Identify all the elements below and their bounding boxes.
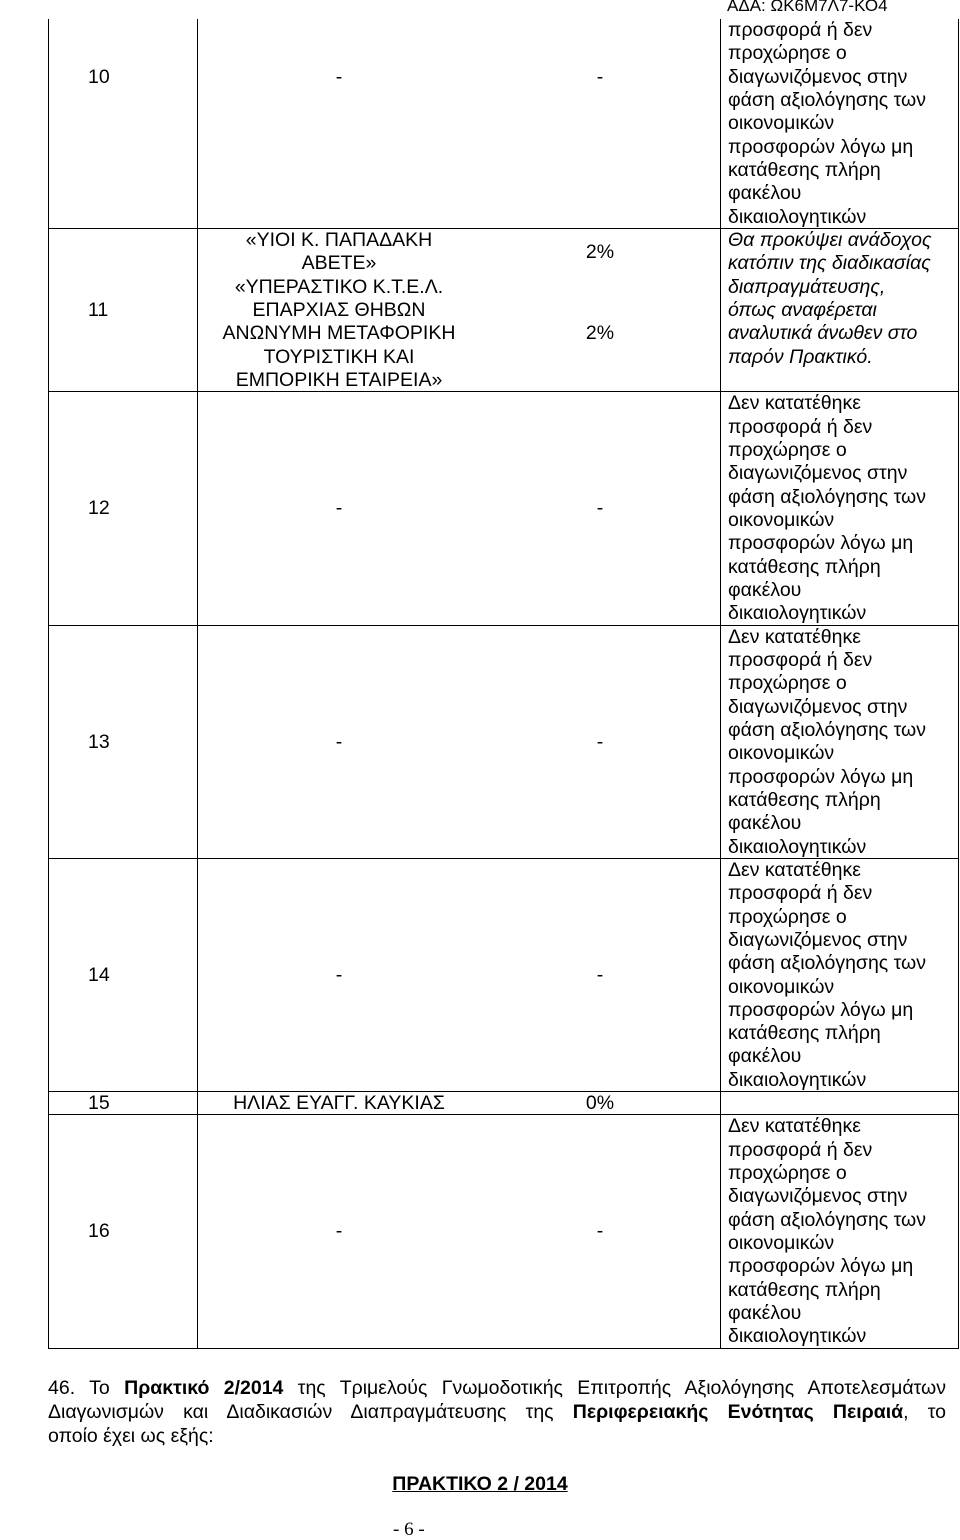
remarks-cell: [720, 1092, 958, 1115]
row-number: 16: [88, 1220, 110, 1243]
row-number: 15: [88, 1092, 110, 1115]
paragraph-bold-text: Πρακτικό 2/2014: [124, 1377, 284, 1399]
remarks-cell: Θα προκύψει ανάδοχος κατόπιν της διαδικασίας διαπραγμάτευσης, όπως αναφέρεται αναλυτικά άνωθεν στο παρόν Πρακτικό.: [720, 229, 958, 392]
remarks-cell: Δεν κατατέθηκε προσφορά ή δεν προχώρησε ο διαγωνιζόμενος στην φάση αξιολόγησης των οικονομικών προσφορών λόγω μη κατάθεσης πλήρη φακέλου δικαιολογητικών: [720, 626, 958, 859]
bidder-name-cell: -: [197, 19, 480, 229]
bidder-name-cell: -: [197, 859, 480, 1092]
section-title: ΠΡΑΚΤΙΚΟ 2 / 2014: [392, 1473, 568, 1495]
remarks-cell: προσφορά ή δεν προχώρησε ο διαγωνιζόμενος στην φάση αξιολόγησης των οικονομικών προσφορών λόγω μη κατάθεσης πλήρη φακέλου δικαιολογητικών: [720, 19, 958, 229]
row-number: 12: [88, 497, 110, 520]
table-row: [49, 859, 958, 1092]
paragraph-46: [48, 1376, 946, 1448]
paragraph-text: , το: [903, 1401, 946, 1423]
bidder-name-cell: -: [197, 626, 480, 859]
table-row: [49, 229, 958, 392]
table-row: [49, 1115, 958, 1348]
bidder-name-cell: ΗΛΙΑΣ ΕΥΑΓΓ. ΚΑΥΚΙΑΣ: [197, 1092, 480, 1115]
bidder-name: «ΥΠΕΡΑΣΤΙΚΟ Κ.Τ.Ε.Λ. ΕΠΑΡΧΙΑΣ ΘΗΒΩΝ ΑΝΩΝΥΜΗ ΜΕΤΑΦΟΡΙΚΗ ΤΟΥΡΙΣΤΙΚΗ ΚΑΙ ΕΜΠΟΡΙΚΗ ΕΤΑΙΡΕΙΑ»: [222, 275, 456, 391]
bidder-name: «ΥΙΟΙ Κ. ΠΑΠΑΔΑΚΗ ΑΒΕΤΕ»: [245, 228, 433, 275]
table-row: [49, 626, 958, 859]
row-number: 13: [88, 730, 110, 753]
percentage-cell: -: [596, 497, 604, 520]
percentage-value: 2%: [585, 240, 615, 263]
row-number: 14: [88, 963, 110, 986]
table-row: [49, 19, 958, 229]
remarks-cell: Δεν κατατέθηκε προσφορά ή δεν προχώρησε ο διαγωνιζόμενος στην φάση αξιολόγησης των οικονομικών προσφορών λόγω μη κατάθεσης πλήρη φακέλου δικαιολογητικών: [720, 1115, 958, 1348]
bidders-table: [48, 19, 959, 1349]
paragraph-text: οποίο έχει ως εξής:: [48, 1425, 214, 1447]
paragraph-line: [48, 1424, 946, 1448]
row-number: 10: [88, 65, 110, 88]
percentage-cell: -: [596, 730, 604, 753]
percentage-cell: -: [596, 65, 604, 88]
page-number: - 6 -: [393, 1519, 425, 1540]
percentage-cell: -: [596, 1220, 604, 1243]
paragraph-text: 46. Το: [48, 1377, 125, 1399]
remarks-cell: Δεν κατατέθηκε προσφορά ή δεν προχώρησε ο διαγωνιζόμενος στην φάση αξιολόγησης των οικονομικών προσφορών λόγω μη κατάθεσης πλήρη φακέλου δικαιολογητικών: [720, 859, 958, 1092]
table-row: [49, 392, 958, 625]
paragraph-line: [48, 1400, 946, 1424]
percentage-cell: -: [596, 963, 604, 986]
paragraph-bold-text: Περιφερειακής Ενότητας Πειραιά: [572, 1401, 904, 1423]
row-number: 11: [88, 298, 109, 321]
percentage-cell: [480, 229, 720, 392]
paragraph-text: Διαγωνισμών και Διαδικασιών Διαπραγμάτευσης της: [48, 1401, 573, 1423]
remarks-cell: Δεν κατατέθηκε προσφορά ή δεν προχώρησε ο διαγωνιζόμενος στην φάση αξιολόγησης των οικονομικών προσφορών λόγω μη κατάθεσης πλήρη φακέλου δικαιολογητικών: [720, 392, 958, 625]
bidder-name-cell: [197, 229, 480, 392]
ada-header: ΑΔΑ: ΩΚ6Μ7Λ7-ΚΟ4: [727, 0, 888, 15]
table-row: [49, 1092, 958, 1115]
bidder-name-cell: -: [197, 1115, 480, 1348]
percentage-cell: 0%: [585, 1092, 615, 1115]
bidder-name-cell: -: [197, 392, 480, 625]
paragraph-line: [48, 1376, 946, 1400]
percentage-value: 2%: [585, 322, 615, 345]
paragraph-text: της Τριμελούς Γνωμοδοτικής Επιτροπής Αξιολόγησης Αποτελεσμάτων: [283, 1377, 946, 1399]
